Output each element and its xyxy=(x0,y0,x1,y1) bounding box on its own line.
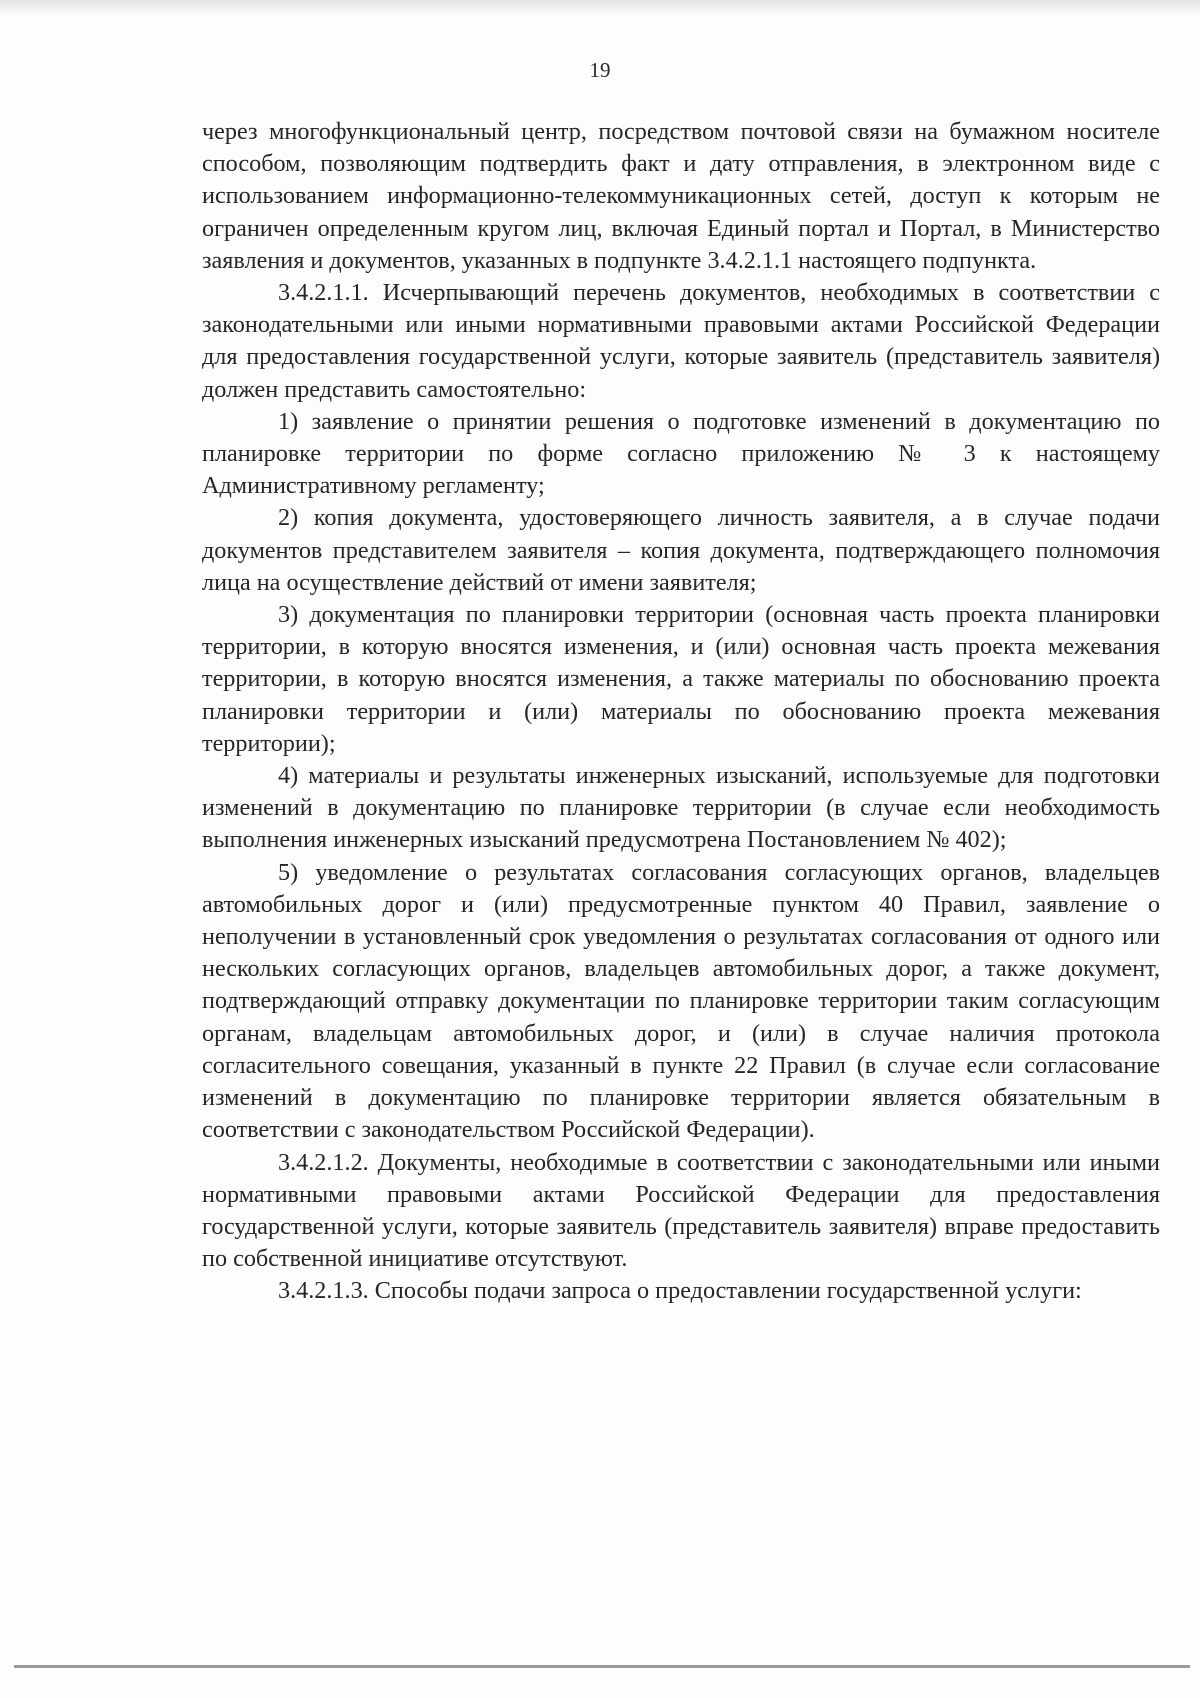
page-number: 19 xyxy=(589,58,611,82)
scan-shadow xyxy=(0,0,1200,16)
list-item-3: 3) документация по планировки территории (основная часть проекта планировки территории, в которую вносятся изменения, и (или) основная часть проекта межевания территории, в которую вносятся изменения, а также материалы по обоснованию проекта планировки территории и (или) материалы по обоснованию проекта межевания территории); xyxy=(202,601,1160,757)
paragraph-3-4-2-1-2: 3.4.2.1.2. Документы, необходимые в соответствии с законодательными или иными нормативными правовыми актами Российской Федерации для предоставления государственной услуги, которые заявитель (представитель заявителя) вправе предоставить по собственной инициативе отсутствуют. xyxy=(202,1148,1160,1273)
document-body xyxy=(202,116,1160,1308)
list-item-5: 5) уведомление о результатах согласования согласующих органов, владельцев автомобильных дорог и (или) предусмотренные пунктом 40 Правил, заявление о неполучении в установленный срок уведомления о результатах согласования от одного или нескольких согласующих органов, владельцев автомобильных дорог, а также документ, подтверждающий отправку документации по планировке территории таким согласующим органам, владельцам автомобильных дорог, и (или) в случае наличия протокола согласительного совещания, указанный в пункте 22 Правил (в случае если согласование изменений в документацию по планировке территории является обязательным в соответствии с законодательством Российской Федерации). xyxy=(202,858,1160,1144)
list-item-2: 2) копия документа, удостоверяющего личность заявителя, а в случае подачи документов представителем заявителя – копия документа, подтверждающего полномочия лица на осуществление действий от имени заявителя; xyxy=(202,504,1160,596)
list-item-4: 4) материалы и результаты инженерных изысканий, используемые для подготовки изменений в документацию по планировке территории (в случае если необходимость выполнения инженерных изысканий предусмотрена Постановлением № 402); xyxy=(202,762,1160,854)
bottom-divider xyxy=(14,1665,1190,1668)
paragraph-3-4-2-1-3: 3.4.2.1.3. Способы подачи запроса о предоставлении государственной услуги: xyxy=(278,1277,1082,1305)
paragraph-continuation: через многофункциональный центр, посредством почтовой связи на бумажном носителе способом, позволяющим подтвердить факт и дату отправления, в электронном виде с использованием информационно-телекоммуникационных сетей, доступ к которым не ограничен определенным кругом лиц, включая Единый портал и Портал, в Министерство заявления и документов, указанных в подпункте 3.4.2.1.1 настоящего подпункта. xyxy=(202,118,1160,274)
list-item-1: 1) заявление о принятии решения о подготовке изменений в документацию по планировке территории по форме согласно приложению № 3 к настоящему Административному регламенту; xyxy=(202,407,1160,500)
paragraph-3-4-2-1-1: 3.4.2.1.1. Исчерпывающий перечень документов, необходимых в соответствии с законодательными или иными нормативными правовыми актами Российской Федерации для предоставления государственной услуги, которые заявитель (представитель заявителя) должен представить самостоятельно: xyxy=(202,279,1160,403)
